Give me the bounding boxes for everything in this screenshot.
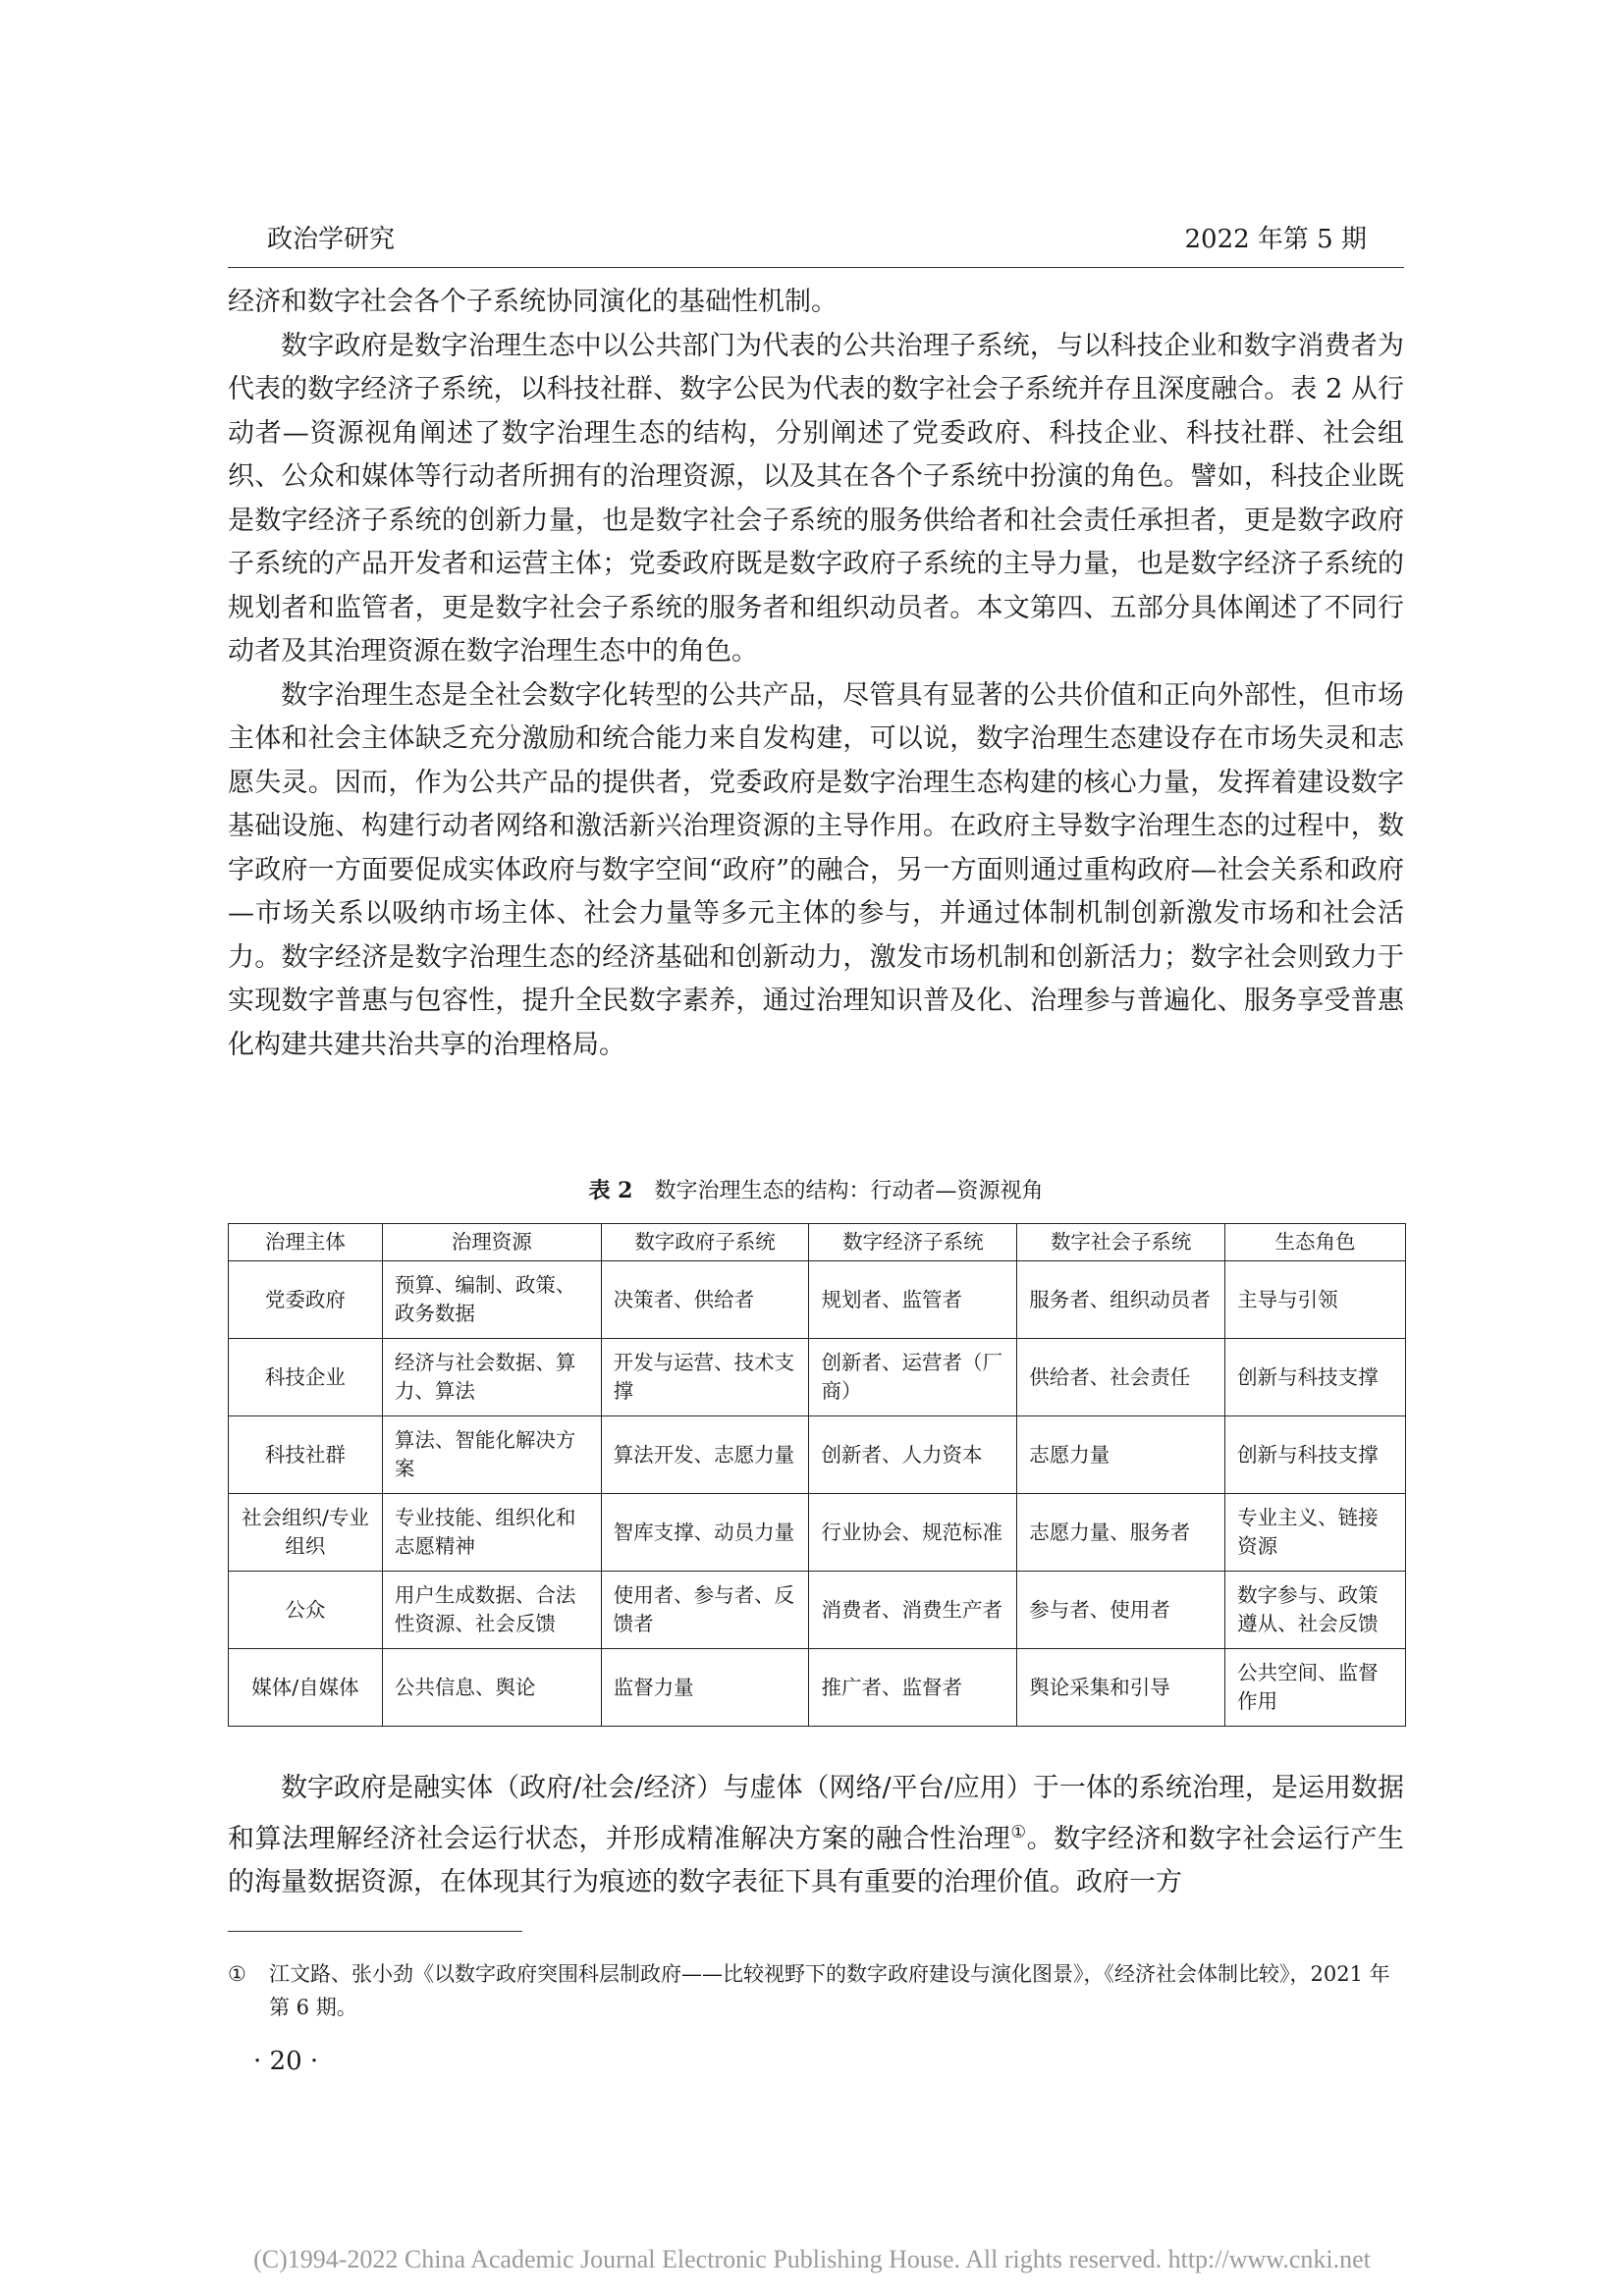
table-cell: 决策者、供给者 <box>601 1261 809 1339</box>
page-number: · 20 · <box>253 2047 319 2076</box>
table-cell: 创新者、运营者（厂商） <box>809 1339 1017 1416</box>
table-cell: 志愿力量 <box>1017 1416 1225 1494</box>
table-cell: 算法、智能化解决方案 <box>382 1416 601 1494</box>
table-cell: 媒体/自媒体 <box>229 1649 383 1727</box>
table-cell: 社会组织/专业组织 <box>229 1494 383 1572</box>
table-cell: 供给者、社会责任 <box>1017 1339 1225 1416</box>
table-cell: 舆论采集和引导 <box>1017 1649 1225 1727</box>
column-header: 数字经济子系统 <box>809 1224 1017 1261</box>
table-cell: 用户生成数据、合法性资源、社会反馈 <box>382 1572 601 1649</box>
column-header: 数字政府子系统 <box>601 1224 809 1261</box>
table-title: 数字治理生态的结构：行动者—资源视角 <box>654 1179 1044 1203</box>
table-cell: 科技企业 <box>229 1339 383 1416</box>
table-row <box>229 1416 1406 1494</box>
table-cell: 参与者、使用者 <box>1017 1572 1225 1649</box>
table-cell: 公众 <box>229 1572 383 1649</box>
paragraph <box>228 1767 1404 1905</box>
table-cell: 公共空间、监督作用 <box>1225 1649 1406 1727</box>
paragraph: 数字治理生态是全社会数字化转型的公共产品，尽管具有显著的公共价值和正向外部性，但市场主体和社会主体缺乏充分激励和统合能力来自发构建，可以说，数字治理生态建设存在市场失灵和志愿失灵。因而，作为公共产品的提供者，党委政府是数字治理生态构建的核心力量，发挥着建设数字基础设施、构建行动者网络和激活新兴治理资源的主导作用。在政府主导数字治理生态的过程中，数字政府一方面要促成实体政府与数字空间“政府”的融合，另一方面则通过重构政府—社会关系和政府—市场关系以吸纳市场主体、社会力量等多元主体的参与，并通过体制机制创新激发市场和社会活力。数字经济是数字治理生态的经济基础和创新动力，激发市场机制和创新活力；数字社会则致力于实现数字普惠与包容性，提升全民数字素养，通过治理知识普及化、治理参与普遍化、服务享受普惠化构建共建共治共享的治理格局。 <box>228 679 1404 1060</box>
issue-label: 2022 年第 5 期 <box>1184 225 1367 254</box>
table-cell: 服务者、组织动员者 <box>1017 1261 1225 1339</box>
column-header: 治理主体 <box>229 1224 383 1261</box>
table-cell: 经济与社会数据、算力、算法 <box>382 1339 601 1416</box>
table-row <box>229 1261 1406 1339</box>
table-cell: 使用者、参与者、反馈者 <box>601 1572 809 1649</box>
table-cell: 数字参与、政策遵从、社会反馈 <box>1225 1572 1406 1649</box>
table-cell: 智库支撑、动员力量 <box>601 1494 809 1572</box>
table-cell: 创新者、人力资本 <box>809 1416 1017 1494</box>
table-row <box>229 1339 1406 1416</box>
table-cell: 党委政府 <box>229 1261 383 1339</box>
running-head <box>228 220 1404 259</box>
paragraph: 数字政府是数字治理生态中以公共部门为代表的公共治理子系统，与以科技企业和数字消费者为代表的数字经济子系统，以科技社群、数字公民为代表的数字社会子系统并存且深度融合。表 2 从行动者—资源视角阐述了数字治理生态的结构，分别阐述了党委政府、科技企业、科技社群、社会组织、公众和媒体等行动者所拥有的治理资源，以及其在各个子系统中扮演的角色。譬如，科技企业既是数字经济子系统的创新力量，也是数字社会子系统的服务供给者和社会责任承担者，更是数字政府子系统的产品开发者和运营主体；党委政府既是数字政府子系统的主导力量，也是数字经济子系统的规划者和监管者，更是数字社会子系统的服务者和组织动员者。本文第四、五部分具体阐述了不同行动者及其治理资源在数字治理生态中的角色。 <box>228 330 1404 667</box>
table-cell: 创新与科技支撑 <box>1225 1339 1406 1416</box>
table-cell: 专业技能、组织化和志愿精神 <box>382 1494 601 1572</box>
table-cell: 科技社群 <box>229 1416 383 1494</box>
footnote-mark: ① <box>228 1962 246 1986</box>
table-row <box>229 1494 1406 1572</box>
table-cell: 开发与运营、技术支撑 <box>601 1339 809 1416</box>
copyright-watermark: (C)1994-2022 China Academic Journal Electronic Publishing House. All rights reserved. http://www.cnki.net <box>253 2245 1371 2273</box>
table-row <box>229 1649 1406 1727</box>
footnote <box>228 1957 1404 2024</box>
paragraph: 经济和数字社会各个子系统协同演化的基础性机制。 <box>228 287 838 317</box>
header-rule <box>228 267 1404 268</box>
table-cell: 主导与引领 <box>1225 1261 1406 1339</box>
paragraph-text: 数字政府是融实体（政府/社会/经济）与虚体（网络/平台/应用）于一体的系统治理，是运用数据和算法理解经济社会运行状态，并形成精准解决方案的融合性治理 <box>228 1773 1404 1854</box>
footnote-rule <box>228 1931 522 1932</box>
table-cell: 监督力量 <box>601 1649 809 1727</box>
table-cell: 专业主义、链接资源 <box>1225 1494 1406 1572</box>
table-cell: 算法开发、志愿力量 <box>601 1416 809 1494</box>
table-cell: 预算、编制、政策、政务数据 <box>382 1261 601 1339</box>
body-text-top <box>228 281 1404 1067</box>
table-cell: 志愿力量、服务者 <box>1017 1494 1225 1572</box>
table-cell: 公共信息、舆论 <box>382 1649 601 1727</box>
paragraph-text-continued: 。数字经济和数字社会运行产生的海量数据资源，在体现其行为痕迹的数字表征下具有重要的治理价值。政府一方 <box>228 1823 1405 1897</box>
journal-name: 政治学研究 <box>267 225 396 254</box>
column-header: 数字社会子系统 <box>1017 1224 1225 1261</box>
column-header: 生态角色 <box>1225 1224 1406 1261</box>
table-cell: 推广者、监督者 <box>809 1649 1017 1727</box>
table-caption <box>228 1174 1404 1208</box>
footnote-text: 江文路、张小劲《以数字政府突围科层制政府——比较视野下的数字政府建设与演化图景》，《经济社会体制比较》，2021 年第 6 期。 <box>269 1962 1390 2019</box>
table-cell: 创新与科技支撑 <box>1225 1416 1406 1494</box>
table-row <box>229 1572 1406 1649</box>
column-header: 治理资源 <box>382 1224 601 1261</box>
table-number: 表 2 <box>588 1178 633 1203</box>
table-cell: 规划者、监管者 <box>809 1261 1017 1339</box>
table-header-row <box>229 1224 1406 1261</box>
body-text-bottom <box>228 1767 1404 1905</box>
table-cell: 消费者、消费生产者 <box>809 1572 1017 1649</box>
footnote-reference[interactable]: ① <box>1010 1822 1027 1842</box>
table-cell: 行业协会、规范标准 <box>809 1494 1017 1572</box>
governance-table <box>228 1223 1406 1727</box>
